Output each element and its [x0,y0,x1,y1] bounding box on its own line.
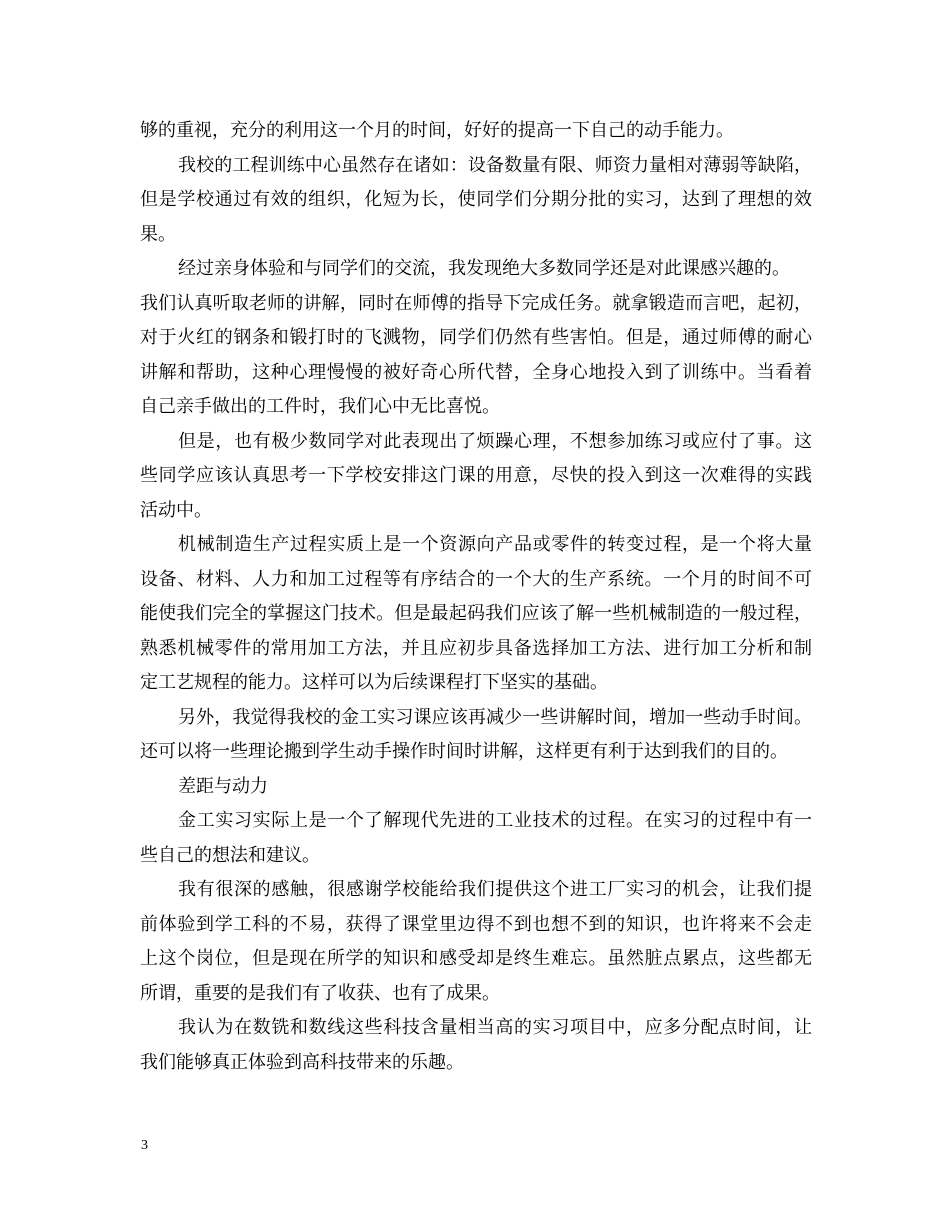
body-text [140,114,812,1080]
text-line: 些自己的想法和建议。 [140,844,320,866]
text-line: 我们认真听取老师的讲解，同时在师傅的指导下完成任务。就拿锻造而言吧，起初， [140,292,812,314]
text-line: 果。 [140,223,176,245]
text-line: 对于火红的钢条和锻打时的飞溅物，同学们仍然有些害怕。但是，通过师傅的耐心 [140,327,812,348]
text-line: 活动中。 [140,499,212,521]
text-line: 还可以将一些理论搬到学生动手操作时间时讲解，这样更有利于达到我们的目的。 [140,741,788,762]
text-line: 能使我们完全的掌握这门技术。但是最起码我们应该了解一些机械制造的一般过程， [140,603,812,624]
text-line: 我认为在数铣和数线这些科技含量相当高的实习项目中，应多分配点时间，让 [178,1017,812,1038]
text-line: 我有很深的感触，很感谢学校能给我们提供这个进工厂实习的机会，让我们提 [178,879,812,900]
text-line: 自己亲手做出的工件时，我们心中无比喜悦。 [140,396,500,417]
text-line: 但是，也有极少数同学对此表现出了烦躁心理，不想参加练习或应付了事。这 [178,430,812,452]
text-line: 我校的工程训练中心虽然存在诸如：设备数量有限、师资力量相对薄弱等缺陷， [178,154,812,176]
text-line: 些同学应该认真思考一下学校安排这门课的用意，尽快的投入到这一次难得的实践 [140,465,812,486]
section-heading: 差距与动力 [178,775,268,797]
text-line: 经过亲身体验和与同学们的交流，我发现绝大多数同学还是对此课感兴趣的。 [178,258,790,279]
text-line: 上这个岗位，但是现在所学的知识和感受却是终生难忘。虽然脏点累点，这些都无 [140,948,812,969]
text-line: 讲解和帮助，这种心理慢慢的被好奇心所代替，全身心地投入到了训练中。当看着 [140,361,812,383]
text-line: 定工艺规程的能力。这样可以为后续课程打下坚实的基础。 [140,672,608,693]
text-line: 金工实习实际上是一个了解现代先进的工业技术的过程。在实习的过程中有一 [178,810,812,831]
text-line: 前体验到学工科的不易，获得了课堂里边得不到也想不到的知识，也许将来不会走 [140,913,812,935]
text-line: 但是学校通过有效的组织，化短为长，使同学们分期分批的实习，达到了理想的效 [140,189,812,210]
text-line: 另外，我觉得我校的金工实习课应该再减少一些讲解时间，增加一些动手时间。 [178,706,812,728]
text-line: 熟悉机械零件的常用加工方法，并且应初步具备选择加工方法、进行加工分析和制 [140,637,812,659]
text-line: 所谓，重要的是我们有了收获、也有了成果。 [140,982,500,1004]
page-number: 3 [141,1138,148,1153]
text-line: 够的重视，充分的利用这一个月的时间，好好的提高一下自己的动手能力。 [140,120,734,141]
text-line: 设备、材料、人力和加工过程等有序结合的一个大的生产系统。一个月的时间不可 [140,568,812,590]
text-line: 机械制造生产过程实质上是一个资源向产品或零件的转变过程，是一个将大量 [178,534,812,555]
text-line: 我们能够真正体验到高科技带来的乐趣。 [140,1051,464,1073]
